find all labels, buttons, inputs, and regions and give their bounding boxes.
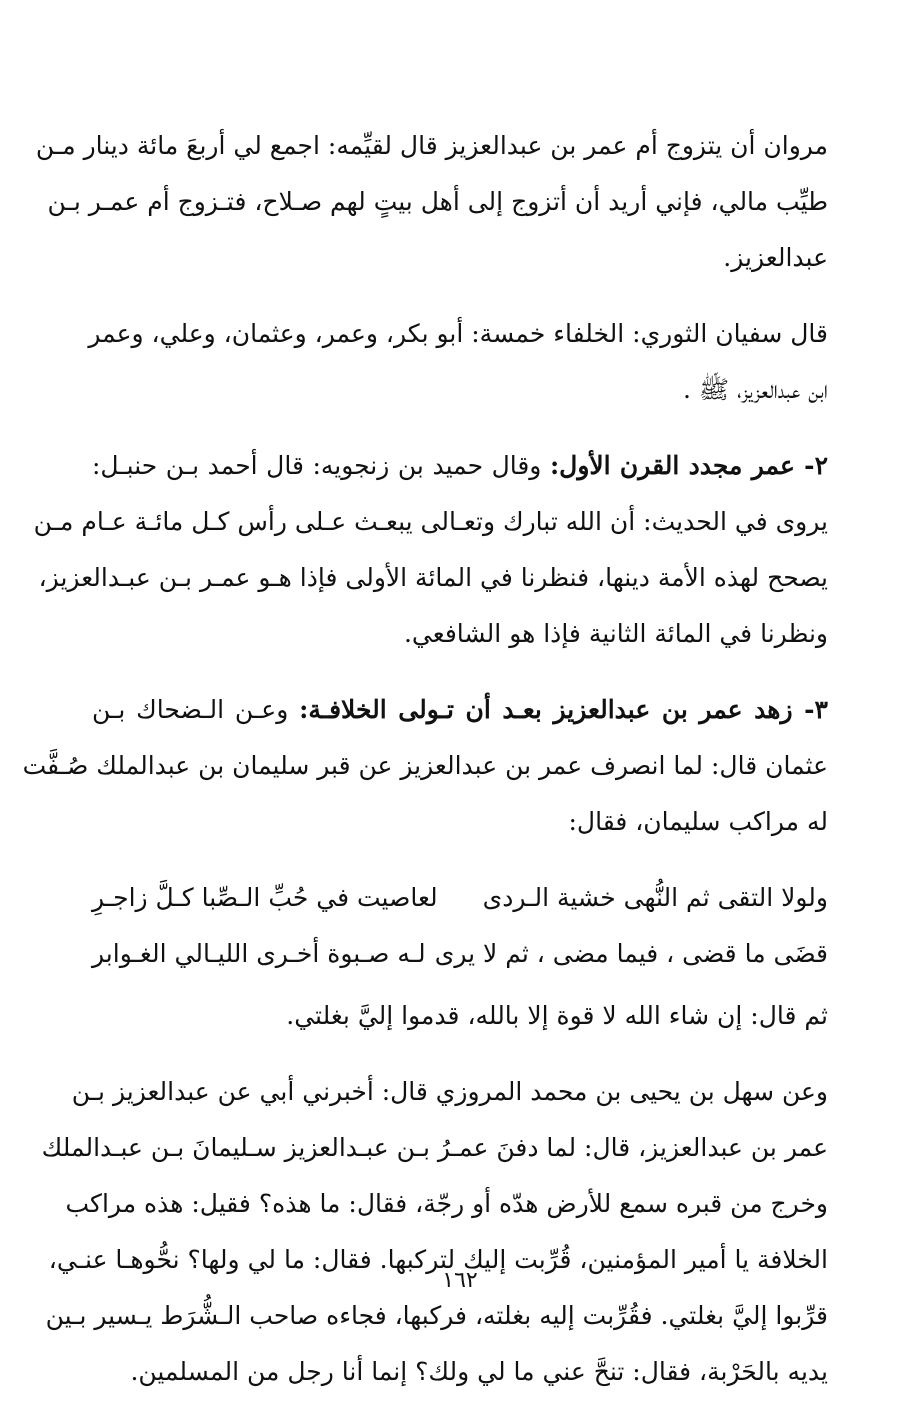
page-body [22, 118, 828, 1420]
paragraph-after-verse [92, 988, 828, 1044]
text-line: عبدالعزيز. [723, 243, 828, 272]
paragraph-marwan [35, 118, 828, 286]
text-line: له مراكب سليمان، فقال: [568, 807, 828, 836]
text-line: الخلافة يا أمير المؤمنين، قُرِّبت إليك لتركبها. فقال: ما لي ولها؟ نحُّوهـا عنـي، [48, 1245, 828, 1274]
text-line: قرِّبوا إليَّ بغلتي. فقُرِّبت إليه بغلته، فركبها، فجاءه صاحب الـشُّرَط يـسير بـين [45, 1301, 828, 1330]
text-line: وخرج من قبره سمع للأرض هدّه أو رجّة، فقال: ما هذه؟ فقيل: هذه مراكب [65, 1189, 828, 1218]
text-line: يصحح لهذه الأمة دينها، فنظرنا في المائة الأولى فإذا هـو عمـر بـن عبـدالعزيز، [38, 563, 828, 592]
text-line: ثم قال: إن شاء الله لا قوة إلا بالله، قدموا إليَّ بغلتي. [286, 1001, 828, 1030]
verse-second-hemistich: لـه صـبوة أخـرى الليـالي الغـوابر [92, 939, 426, 968]
text-line: قال سفيان الثوري: الخلفاء خمسة: أبو بكر، وعمر، وعثمان، وعلي، وعمر [88, 319, 828, 348]
text-line: يروى في الحديث: أن الله تبارك وتعـالى يبعـث عـلى رأس كـل مائـة عـام مـن [33, 507, 828, 536]
poem [92, 870, 828, 982]
text-line: عثمان قال: لما انصرف عمر بن عبدالعزيز عن قبر سليمان بن عبدالملك صُـفَّت [22, 751, 828, 780]
text-line: طيِّب مالي، فإني أريد أن أتزوج إلى أهل بيتٍ لهم صـلاح، فتـزوج أم عمـر بـن [47, 187, 828, 216]
text-line: عمر بن عبدالعزيز، قال: لما دفنَ عمـرُ بـن عبـدالعزيز سـليمانَ بـن عبـدالملك [41, 1133, 828, 1162]
text-line [92, 438, 828, 494]
text-line: يديه بالحَرْبة، فقال: تنحَّ عني ما لي ولك؟ إنما أنا رجل من المسلمين. [130, 1357, 828, 1386]
text-fragment: وعـن الـضحاك بـن [92, 695, 300, 724]
text-line: ابن عبدالعزيز، ﷺ . [682, 375, 828, 404]
verse-first-hemistich: قضَى ما قضى ، فيما مضى ، ثم لا يرى [434, 939, 828, 968]
paragraph-mujaddid [33, 438, 828, 662]
page-number: ١٦٢ [442, 1268, 478, 1293]
text-line [92, 682, 828, 738]
text-line: وعن سهل بن يحيى بن محمد المروزي قال: أخبرني أبي عن عبدالعزيز بـن [71, 1077, 828, 1106]
text-line: ونظرنا في المائة الثانية فإذا هو الشافعي. [403, 619, 828, 648]
section-heading: ٣- زهد عمر بن عبدالعزيز بعـد أن تـولى الخلافـة: [299, 695, 828, 724]
paragraph-sahl [41, 1064, 828, 1400]
poem-verse [92, 870, 828, 926]
section-heading: ٢- عمر مجدد القرن الأول: [549, 451, 828, 480]
verse-second-hemistich: لعاصيت في حُبِّ الـصِّبا كـلَّ زاجـرِ [92, 883, 438, 912]
paragraph-zuhd [22, 682, 828, 850]
verse-first-hemistich: ولولا التقى ثم النُّهى خشية الـردى [482, 883, 828, 912]
text-fragment: وقال حميد بن زنجويه: قال أحمد بـن حنبـل: [92, 451, 550, 480]
text-line: مروان أن يتزوج أم عمر بن عبدالعزيز قال لقيِّمه: اجمع لي أربعَ مائة دينار مـن [35, 131, 828, 160]
paragraph-sufyan [88, 306, 828, 418]
poem-verse [92, 926, 828, 982]
